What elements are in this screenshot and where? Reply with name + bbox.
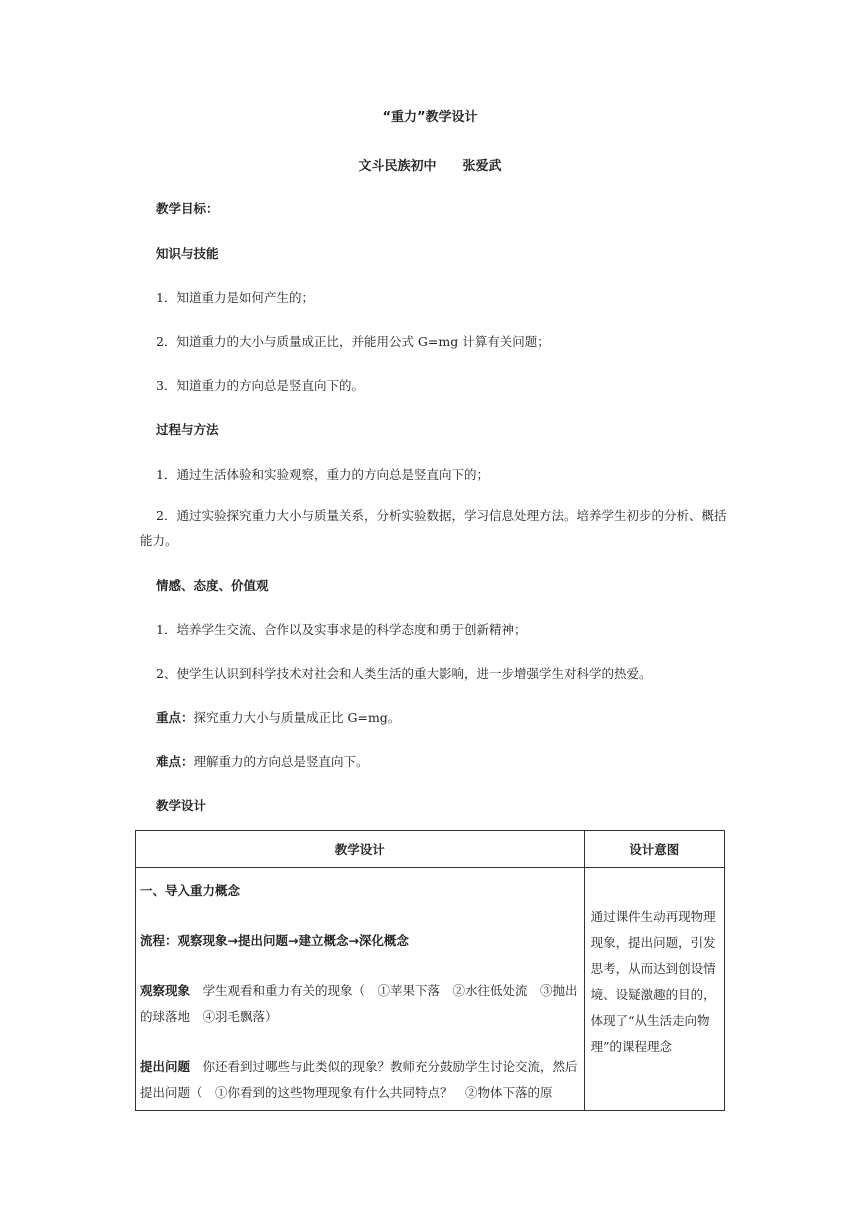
key-point-text: 探究重力大小与质量成正比 G=mg。 bbox=[193, 710, 401, 725]
table-header: 教学设计 bbox=[136, 831, 585, 868]
table-row bbox=[136, 868, 725, 1111]
difficulty-text: 理解重力的方向总是竖直向下。 bbox=[193, 754, 369, 769]
knowledge-item: 2．知道重力的大小与质量成正比，并能用公式 G=mg 计算有关问题； bbox=[156, 334, 550, 349]
emotion-item: 2、使学生认识到科学技术对社会和人类生活的重大影响，进一步增强学生对科学的热爱。 bbox=[156, 666, 652, 681]
knowledge-item: 3．知道重力的方向总是竖直向下的。 bbox=[156, 378, 364, 393]
section-title: 一、导入重力概念 bbox=[140, 883, 241, 898]
question-paragraph bbox=[140, 1054, 580, 1106]
process-item: 2．通过实验探究重力大小与质量关系，分析实验数据，学习信息处理方法。培养学生初步的分析、概括能力。 bbox=[140, 508, 727, 548]
design-table bbox=[135, 830, 725, 1111]
author-line: 文斗民族初中 张爱武 bbox=[358, 159, 502, 174]
emotion-heading: 情感、态度、价值观 bbox=[156, 578, 269, 593]
process-item: 1．通过生活体验和实验观察，重力的方向总是竖直向下的； bbox=[156, 467, 489, 482]
key-point bbox=[156, 708, 400, 726]
difficulty bbox=[156, 752, 369, 770]
flow-line: 流程：观察现象→提出问题→建立概念→深化概念 bbox=[140, 933, 409, 948]
table-header: 设计意图 bbox=[584, 831, 724, 868]
knowledge-heading: 知识与技能 bbox=[156, 246, 219, 261]
objectives-heading: 教学目标： bbox=[156, 201, 219, 216]
document-title: “重力”教学设计 bbox=[382, 110, 478, 125]
observe-label: 观察现象 bbox=[140, 983, 191, 998]
observe-paragraph bbox=[140, 978, 580, 1030]
key-point-label: 重点： bbox=[156, 710, 194, 725]
question-label: 提出问题 bbox=[140, 1059, 191, 1074]
emotion-item: 1．培养学生交流、合作以及实事求是的科学态度和勇于创新精神； bbox=[156, 622, 527, 637]
intent-cell: 通过课件生动再现物理现象，提出问题，引发思考，从而达到创设情境、设疑激趣的目的，体现了“从生活走向物理”的课程理念 bbox=[584, 868, 724, 1111]
design-heading: 教学设计 bbox=[156, 798, 207, 813]
observe-text: 学生观看和重力有关的现象（ ①苹果下落 ②水往低处流 ③抛出的球落地 ④羽毛飘落） bbox=[140, 983, 578, 1024]
process-heading: 过程与方法 bbox=[156, 422, 219, 437]
table-header-row bbox=[136, 831, 725, 868]
question-text: 你还看到过哪些与此类似的现象？教师充分鼓励学生讨论交流，然后提出问题（ ①你看到的这些物理现象有什么共同特点？ ②物体下落的原 bbox=[140, 1059, 578, 1100]
knowledge-item: 1．知道重力是如何产生的； bbox=[156, 290, 314, 305]
design-cell bbox=[136, 868, 585, 1111]
difficulty-label: 难点： bbox=[156, 754, 194, 769]
